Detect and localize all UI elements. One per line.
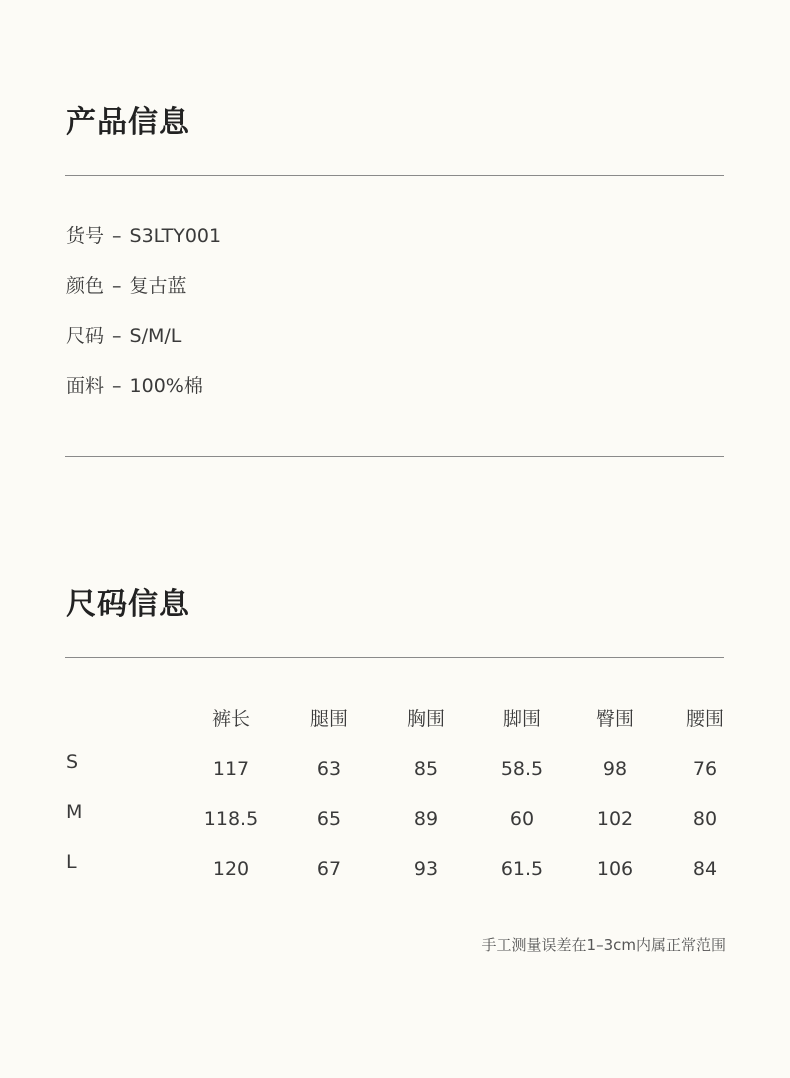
table-cell: 117 — [212, 758, 250, 780]
info-value: S3LTY001 — [129, 225, 222, 247]
column-header: 臀围 — [595, 708, 634, 730]
info-value: 复古蓝 — [129, 275, 187, 297]
info-row-sku — [66, 227, 221, 246]
divider — [65, 657, 724, 658]
measurement-note: 手工测量误差在1–3cm内属正常范围 — [481, 936, 726, 954]
info-row-fabric — [66, 377, 203, 396]
column-header: 裤长 — [211, 708, 250, 730]
table-cell: 85 — [413, 758, 439, 780]
info-row-color — [66, 277, 187, 296]
info-label: 颜色 — [66, 275, 105, 297]
table-cell: 84 — [692, 858, 718, 880]
size-label: L — [66, 851, 77, 873]
table-cell: 60 — [509, 808, 535, 830]
size-info-title: 尺码信息 — [66, 587, 190, 622]
info-label: 面料 — [66, 375, 105, 397]
separator: – — [112, 375, 122, 397]
table-cell: 106 — [596, 858, 634, 880]
table-cell: 120 — [212, 858, 250, 880]
table-cell: 102 — [596, 808, 634, 830]
column-header: 胸围 — [406, 708, 445, 730]
table-cell: 93 — [413, 858, 439, 880]
table-cell: 89 — [413, 808, 439, 830]
table-cell: 58.5 — [500, 758, 544, 780]
info-label: 尺码 — [66, 325, 105, 347]
divider — [65, 456, 724, 457]
product-info-title: 产品信息 — [66, 105, 190, 140]
info-label: 货号 — [66, 225, 105, 247]
table-cell: 61.5 — [500, 858, 544, 880]
table-cell: 118.5 — [203, 808, 259, 830]
table-cell: 80 — [692, 808, 718, 830]
info-row-size — [66, 327, 181, 346]
table-cell: 98 — [602, 758, 628, 780]
column-header: 脚围 — [502, 708, 541, 730]
separator: – — [112, 325, 122, 347]
separator: – — [112, 275, 122, 297]
table-cell: 65 — [316, 808, 342, 830]
table-cell: 76 — [692, 758, 718, 780]
table-cell: 67 — [316, 858, 342, 880]
size-label: S — [66, 751, 79, 773]
size-label: M — [66, 801, 83, 823]
table-cell: 63 — [316, 758, 342, 780]
column-header: 腰围 — [685, 708, 724, 730]
separator: – — [112, 225, 122, 247]
info-value: S/M/L — [129, 325, 182, 347]
column-header: 腿围 — [309, 708, 348, 730]
info-value: 100%棉 — [129, 375, 203, 397]
divider — [65, 175, 724, 176]
